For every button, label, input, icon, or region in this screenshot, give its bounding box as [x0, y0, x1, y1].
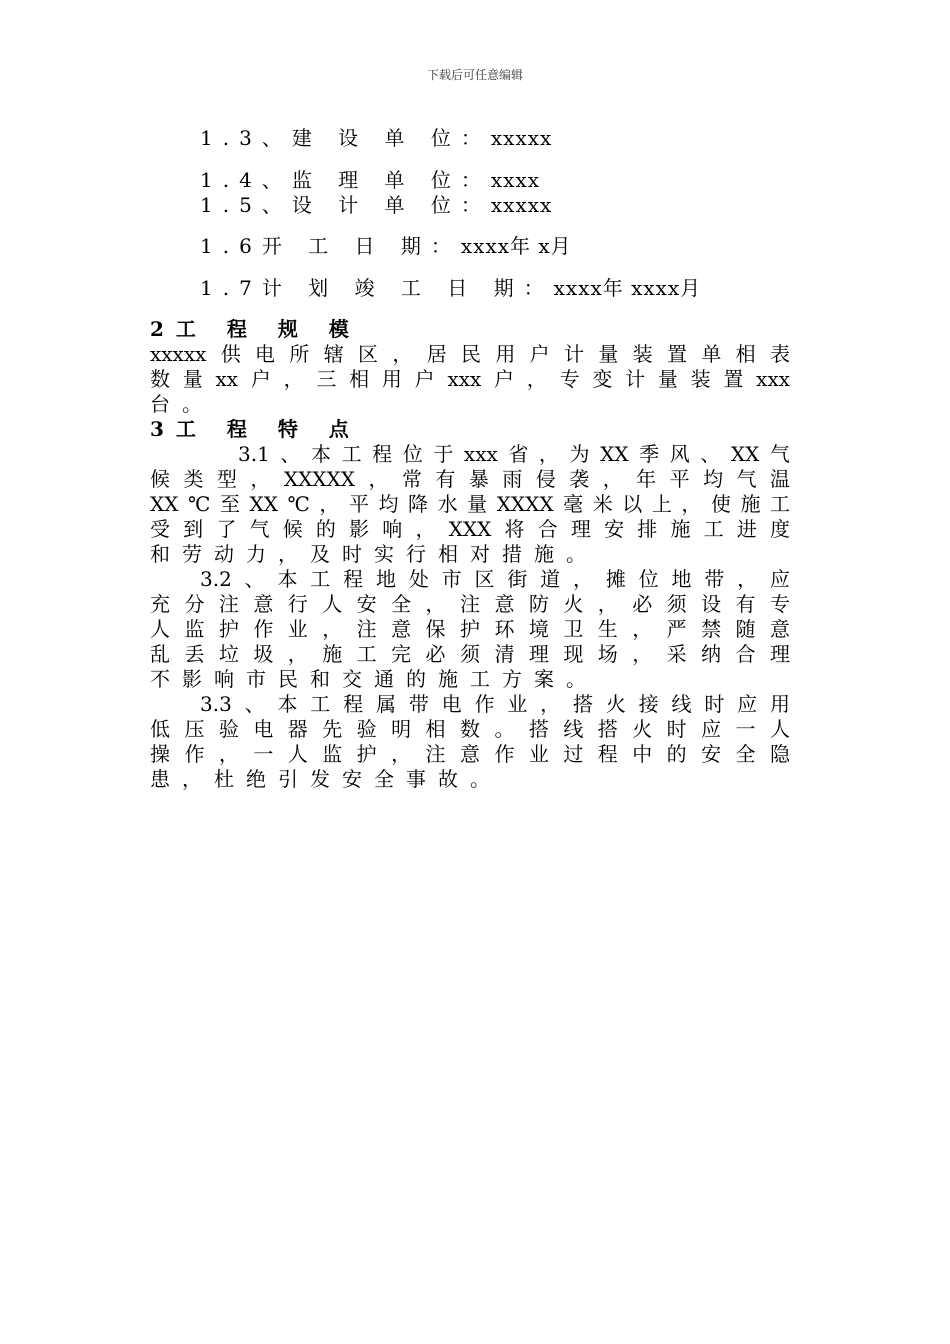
section-3-heading: 3工 程 特 点: [150, 417, 361, 441]
section-2-line-3: 台。: [150, 392, 214, 416]
section-2-line-1: xxxxx供电所辖区，居民用户计量装置单相表: [150, 342, 790, 366]
item-label: 监 理 单 位：: [291, 168, 491, 192]
para-3-3-line-4: 患，杜绝引发安全事故。: [150, 767, 502, 791]
para-3-2-line-3: 人监护作业，注意保护环境卫生，严禁随意: [150, 617, 790, 641]
item-1-3: [200, 126, 840, 150]
item-number: 1.6: [200, 234, 262, 258]
item-number: 1.3、: [200, 126, 292, 150]
item-number: 1.7: [200, 276, 262, 300]
para-3-1-line-2: 候类型，XXXXX，常有暴雨侵袭，年平均气温: [150, 467, 790, 491]
section-2-line-2: 数量xx户，三相用户xxx户，专变计量装置xxx: [150, 367, 790, 391]
para-3-1-line-3: XX℃至XX℃，平均降水量XXXX毫米以上，使施工: [150, 492, 790, 516]
para-3-2-line-1: 3.2、本工程地处市区街道，摊位地带，应: [200, 567, 790, 591]
item-value: xxxxx: [490, 126, 553, 150]
item-1-5: [200, 193, 840, 217]
item-1-6: [200, 234, 840, 258]
item-label: 设 计 单 位：: [291, 193, 491, 217]
item-1-7: [200, 276, 840, 300]
item-value: xxxx: [490, 168, 541, 192]
item-value: xxxx年 x月: [460, 234, 572, 258]
item-value: xxxx年 xxxx月: [553, 276, 702, 300]
para-3-1-line-5: 和劳动力，及时实行相对措施。: [150, 542, 598, 566]
item-number: 1.5、: [200, 193, 292, 217]
para-3-2-line-2: 充分注意行人安全，注意防火，必须设有专: [150, 592, 790, 616]
item-value: xxxxx: [490, 193, 553, 217]
item-number: 1.4、: [200, 168, 292, 192]
para-3-1-line-1: 3.1、本工程位于xxx省，为XX季风、XX气: [238, 442, 790, 466]
para-3-2-line-5: 不影响市民和交通的施工方案。: [150, 667, 598, 691]
section-2-heading: 2工 程 规 模: [150, 317, 361, 341]
item-label: 建 设 单 位：: [291, 126, 491, 150]
item-label: 开 工 日 期：: [261, 234, 461, 258]
para-3-3-line-3: 操作，一人监护，注意作业过程中的安全隐: [150, 742, 790, 766]
page-header-note: 下载后可任意编辑: [426, 68, 523, 82]
para-3-3-line-2: 低压验电器先验明相数。搭线搭火时应一人: [150, 717, 790, 741]
item-label: 计 划 竣 工 日 期：: [261, 276, 554, 300]
para-3-2-line-4: 乱丢垃圾，施工完必须清理现场，采纳合理: [150, 642, 790, 666]
para-3-3-line-1: 3.3、本工程属带电作业，搭火接线时应用: [200, 692, 790, 716]
para-3-1-line-4: 受到了气候的影响，XXX将合理安排施工进度: [150, 517, 790, 541]
item-1-4: [200, 168, 840, 192]
